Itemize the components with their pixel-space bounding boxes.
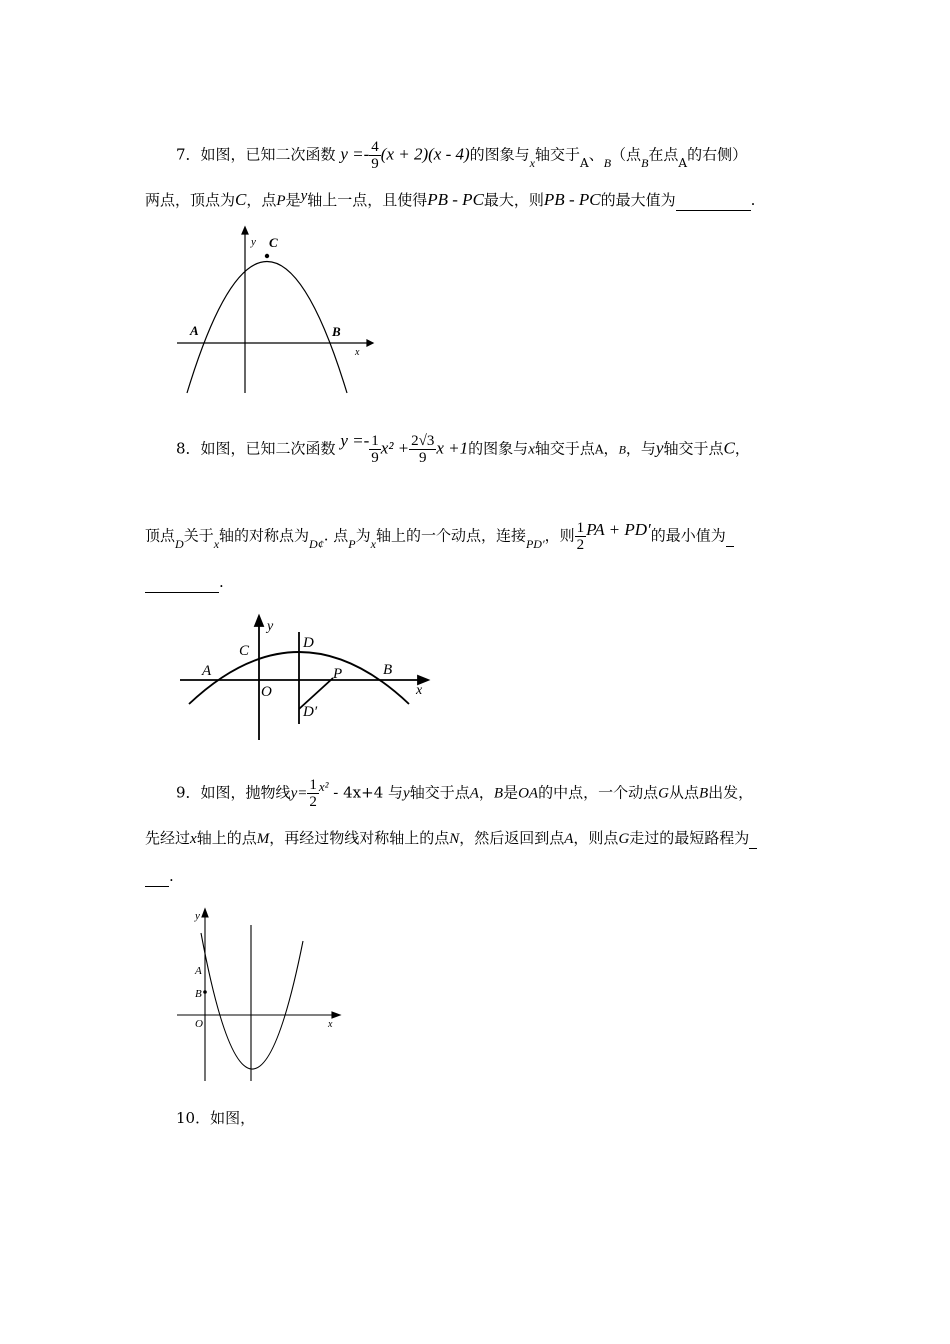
fig8-b-label: B xyxy=(383,662,393,678)
fig8-o-label: O xyxy=(261,684,272,700)
parabola-9 xyxy=(201,933,303,1069)
q9-line1: 9．如图，抛物线y= $\frac{1}{2}$ x² - 4x+4 与y轴交于点A，B是OA的中点，一个动点G从点B出发， xyxy=(176,777,754,810)
fig7-b-label: B xyxy=(332,324,341,339)
answer-blank[interactable] xyxy=(145,572,219,593)
q7-line1: 7．如图，已知二次函数 y =- $\frac{4}{9}$ (x + 2)(x - 4)的图象与$_x$轴交于$_A$、$_B$（点$_B$在点$_A$的右侧） xyxy=(176,139,748,172)
fig8-d-label: D xyxy=(303,635,314,651)
fig7-c-label: C xyxy=(269,235,278,250)
fig9-x-label: x xyxy=(328,1019,333,1030)
fig8-p-label: P xyxy=(333,666,343,682)
fig8-c-label: C xyxy=(239,643,250,659)
figure-9 xyxy=(175,905,345,1085)
figure-8 xyxy=(175,612,440,744)
q10-line1 xyxy=(176,1108,255,1128)
answer-blank[interactable] xyxy=(676,190,751,211)
q8-number: 8． xyxy=(176,439,201,458)
fig7-a-label: A xyxy=(190,323,199,338)
q7-number: 7． xyxy=(176,145,201,164)
fig7-x-label: x xyxy=(355,347,360,358)
answer-blank[interactable] xyxy=(145,866,169,887)
q7-line2: 两点，顶点为C，点P是y轴上一点，且使得PB - PC最大，则PB - PC的最大值为 . xyxy=(145,188,756,209)
fig7-y-label: y xyxy=(251,236,256,248)
fig9-o-label: O xyxy=(195,1018,203,1030)
q9-line3: . xyxy=(145,866,174,887)
fig9-b-label: B xyxy=(195,988,202,1000)
fig8-a-label: A xyxy=(202,663,212,679)
fig9-a-label: A xyxy=(195,965,202,977)
q9-line2: 先经过x轴上的点M，再经过物线对称轴上的点N，然后返回到点A，则点G走过的最短路程为 xyxy=(145,828,757,849)
vertex-c-dot xyxy=(265,254,269,258)
q7-fraction: $\frac{4}{9}$ xyxy=(371,139,379,172)
q10-text: 10．如图， xyxy=(176,1109,256,1127)
q8-line3: . xyxy=(145,572,224,593)
fig9-y-label: y xyxy=(195,910,200,922)
fig8-y-label: y xyxy=(267,619,274,634)
fig8-x-label: x xyxy=(416,683,423,698)
q9-number: 9． xyxy=(176,783,201,802)
fig8-dprime-label: D′ xyxy=(303,704,318,720)
figure-7 xyxy=(175,225,380,400)
q8-line1: 8．如图，已知二次函数 y =- $\frac{1}{9}$ x² + $\frac{2√3}{9}$ x +1的图象与x轴交于点A，B，与y轴交于点C， xyxy=(176,430,750,466)
q8-line2: 顶点$_D$关于$_x$轴的对称点为$_{D¢}$. 点$_P$为$_x$轴上的一个动点，连接$_{PD'}$，则 $\frac{1}{2}$ PA + PD′的最小值为 xyxy=(145,520,734,553)
parabola-7 xyxy=(187,262,347,394)
